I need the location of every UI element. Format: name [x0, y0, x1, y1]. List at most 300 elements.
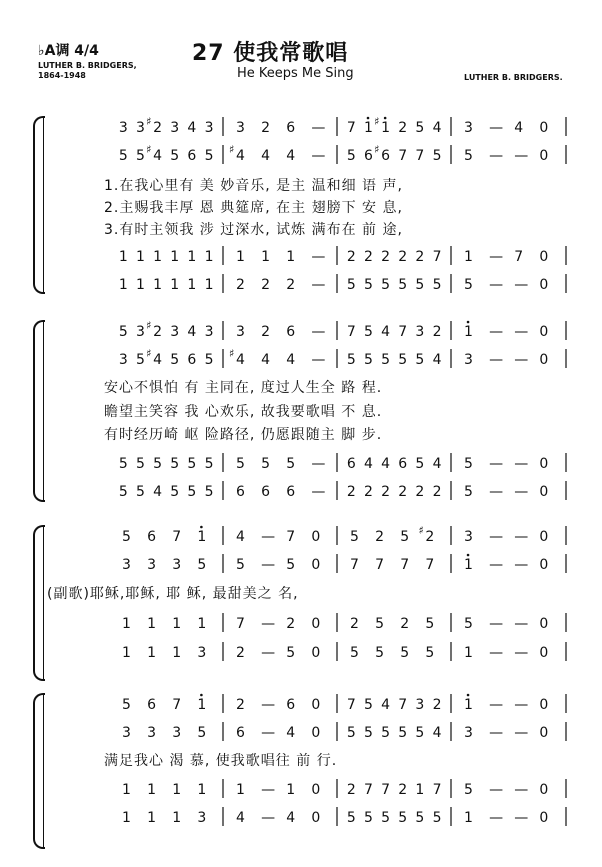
note: 5 — [118, 148, 128, 164]
note: 5 — [153, 456, 163, 472]
dash-note: — — [311, 324, 326, 340]
dash-note: — — [489, 456, 504, 472]
dash-note: — — [514, 782, 529, 798]
note: 6 — [381, 148, 391, 164]
note: 5 — [204, 352, 214, 368]
composer-left — [38, 61, 137, 81]
note: 5 — [364, 810, 373, 826]
sharp-sign: ♯ — [229, 143, 235, 156]
note: 3 — [236, 324, 245, 340]
note: 5 — [464, 616, 473, 632]
note: 1 — [170, 249, 180, 265]
note: 5 — [364, 725, 373, 741]
lyric-line: 2.主赐我丰厚 恩 典筵席, 在主 翅膀下 安 息, — [104, 200, 403, 216]
note: 5 — [375, 616, 385, 632]
note: 7 — [415, 148, 425, 164]
note: 7 — [236, 616, 245, 632]
dash-note: — — [489, 810, 504, 826]
note: 2 — [375, 529, 385, 545]
note: 1 — [286, 249, 296, 265]
music-row — [112, 721, 572, 743]
note: 2 — [381, 484, 391, 500]
note: 3 — [204, 120, 214, 136]
note: 5 — [286, 645, 296, 661]
note: 4 — [236, 529, 245, 545]
dash-note: — — [261, 557, 276, 573]
dash-note: — — [514, 324, 529, 340]
note: 5 — [187, 456, 197, 472]
note: 2 — [236, 645, 245, 661]
note: 2 — [350, 616, 359, 632]
note: 0 — [539, 529, 549, 545]
dash-note: — — [514, 810, 529, 826]
composer-left-name: LUTHER B. BRIDGERS, — [38, 61, 137, 70]
note: 5 — [346, 810, 356, 826]
note: 4 — [236, 148, 245, 164]
note: 5 — [364, 324, 373, 340]
note: 4 — [432, 352, 442, 368]
dash-note: — — [514, 529, 529, 545]
note: 1 — [464, 249, 473, 265]
note: 4 — [153, 352, 163, 368]
sharp-sign: ♯ — [146, 347, 152, 360]
dash-note: — — [311, 352, 326, 368]
system-line — [43, 693, 44, 849]
note: 7 — [514, 249, 524, 265]
music-row — [112, 480, 572, 502]
note: 5 — [464, 277, 473, 293]
note: 1 — [118, 277, 128, 293]
note: 5 — [364, 277, 373, 293]
note: 5 — [464, 484, 473, 500]
note: 4 — [286, 810, 296, 826]
note: 2 — [432, 697, 442, 713]
note: 1 — [261, 249, 271, 265]
note: 1 — [172, 616, 182, 632]
note: 1 — [415, 782, 425, 798]
note: 0 — [539, 557, 549, 573]
dash-note: — — [489, 697, 504, 713]
note: 3 — [464, 725, 473, 741]
note: 3 — [204, 324, 214, 340]
note: 1 — [118, 249, 128, 265]
note: 2 — [261, 120, 271, 136]
note: 7 — [346, 697, 356, 713]
note: 1 — [172, 782, 182, 798]
high-octave-dot — [467, 321, 470, 324]
note: 6 — [236, 484, 245, 500]
dash-note: — — [514, 277, 529, 293]
note: 2 — [346, 484, 356, 500]
sharp-sign: ♯ — [146, 143, 152, 156]
note: 5 — [204, 484, 214, 500]
note: 6 — [286, 484, 296, 500]
note: 4 — [286, 725, 296, 741]
note: 5 — [375, 645, 385, 661]
music-row — [112, 245, 572, 267]
note: 3 — [172, 725, 182, 741]
note: 5 — [136, 456, 145, 472]
note: 2 — [286, 277, 296, 293]
note: 2 — [398, 120, 408, 136]
note: 3 — [415, 697, 425, 713]
note: 0 — [539, 249, 549, 265]
note: 3 — [236, 120, 245, 136]
note: 5 — [464, 456, 473, 472]
note: 3 — [170, 120, 180, 136]
note: 2 — [261, 324, 271, 340]
dash-note: — — [489, 277, 504, 293]
note: 1 — [172, 645, 182, 661]
dash-note: — — [514, 725, 529, 741]
dash-note: — — [261, 782, 276, 798]
note: 2 — [364, 249, 373, 265]
note: 5 — [400, 529, 410, 545]
note: 0 — [311, 782, 321, 798]
note: 1 — [147, 810, 157, 826]
system-line — [43, 320, 44, 502]
lyric-line: 1.在我心里有 美 妙音乐, 是主 温和细 语 声, — [104, 178, 403, 194]
dash-note: — — [311, 120, 326, 136]
music-row — [112, 612, 572, 634]
note: 5 — [204, 456, 214, 472]
lyric-line: 有时经历崎 岖 险路径, 仍愿跟随主 脚 步. — [104, 427, 383, 443]
note: 4 — [432, 725, 442, 741]
note: 5 — [432, 277, 442, 293]
note: 1 — [236, 782, 245, 798]
note: 7 — [398, 697, 408, 713]
dash-note: — — [514, 645, 529, 661]
system-line — [43, 525, 44, 681]
sharp-sign: ♯ — [418, 524, 424, 537]
note: 0 — [539, 782, 549, 798]
note: 2 — [346, 249, 356, 265]
dash-note: — — [311, 277, 326, 293]
high-octave-dot — [200, 526, 203, 529]
note: 5 — [415, 456, 425, 472]
music-row — [112, 320, 572, 342]
dash-note: — — [489, 782, 504, 798]
lyric-line: 瞻望主笑容 我 心欢乐, 故我要歌唱 不 息. — [104, 404, 383, 420]
music-row — [112, 116, 572, 138]
dash-note: — — [261, 616, 276, 632]
note: 1 — [464, 697, 473, 713]
note: 6 — [187, 148, 197, 164]
dash-note: — — [489, 148, 504, 164]
note: 3 — [464, 529, 473, 545]
music-row — [112, 553, 572, 575]
note: 5 — [118, 484, 128, 500]
note: 5 — [398, 810, 408, 826]
note: 1 — [464, 557, 473, 573]
note: 5 — [346, 352, 356, 368]
note: 6 — [286, 697, 296, 713]
note: 5 — [346, 725, 356, 741]
note: 2 — [398, 484, 408, 500]
composer-right: LUTHER B. BRIDGERS. — [464, 73, 563, 82]
note: 5 — [432, 148, 442, 164]
note: 3 — [170, 324, 180, 340]
high-octave-dot — [367, 117, 370, 120]
note: 7 — [425, 557, 435, 573]
music-row — [112, 525, 572, 547]
note: 3 — [136, 120, 145, 136]
note: 1 — [136, 249, 145, 265]
note: 5 — [136, 484, 145, 500]
music-row — [112, 144, 572, 166]
note: 5 — [236, 456, 245, 472]
note: 5 — [261, 456, 271, 472]
dash-note: — — [514, 148, 529, 164]
note: 5 — [118, 456, 128, 472]
high-octave-dot — [200, 694, 203, 697]
note: 4 — [187, 324, 197, 340]
music-row — [112, 452, 572, 474]
note: 2 — [364, 484, 373, 500]
note: 1 — [464, 645, 473, 661]
note: 3 — [118, 120, 128, 136]
note: 1 — [197, 782, 207, 798]
note: 1 — [236, 249, 245, 265]
note: 3 — [122, 725, 131, 741]
note: 1 — [187, 277, 197, 293]
note: 1 — [153, 277, 163, 293]
dash-note: — — [489, 616, 504, 632]
note: 0 — [539, 352, 549, 368]
note: 0 — [539, 616, 549, 632]
note: 5 — [346, 148, 356, 164]
note: 0 — [311, 557, 321, 573]
note: 3 — [464, 352, 473, 368]
note: 6 — [147, 697, 157, 713]
note: 7 — [398, 148, 408, 164]
note: 5 — [415, 725, 425, 741]
note: 0 — [539, 484, 549, 500]
note: 1 — [122, 810, 131, 826]
note: 5 — [350, 529, 359, 545]
note: 5 — [432, 810, 442, 826]
note: 7 — [350, 557, 359, 573]
note: 6 — [261, 484, 271, 500]
note: 0 — [539, 456, 549, 472]
dash-note: — — [514, 616, 529, 632]
note: 5 — [197, 725, 207, 741]
note: 3 — [464, 120, 473, 136]
note: 0 — [539, 277, 549, 293]
note: 2 — [432, 324, 442, 340]
note: 4 — [236, 810, 245, 826]
high-octave-dot — [467, 554, 470, 557]
music-row — [112, 641, 572, 663]
note: 5 — [350, 645, 359, 661]
dash-note: — — [489, 120, 504, 136]
note: 1 — [364, 120, 373, 136]
composer-left-years: 1864-1948 — [38, 71, 86, 80]
note: 3 — [122, 557, 131, 573]
dash-note: — — [311, 484, 326, 500]
note: 6 — [364, 148, 373, 164]
note: 4 — [261, 352, 271, 368]
note: 5 — [415, 352, 425, 368]
note: 1 — [147, 782, 157, 798]
note: 1 — [197, 616, 207, 632]
note: 4 — [432, 456, 442, 472]
note: 5 — [170, 484, 180, 500]
dash-note: — — [489, 557, 504, 573]
dash-note: — — [261, 697, 276, 713]
note: 5 — [381, 810, 391, 826]
note: 1 — [147, 616, 157, 632]
sharp-sign: ♯ — [374, 115, 380, 128]
note: 5 — [197, 557, 207, 573]
note: 5 — [286, 456, 296, 472]
note: 2 — [432, 484, 442, 500]
high-octave-dot — [467, 694, 470, 697]
dash-note: — — [489, 249, 504, 265]
lyric-line: 3.有时主领我 涉 过深水, 试炼 满布在 前 途, — [104, 222, 403, 238]
note: 3 — [118, 352, 128, 368]
note: 0 — [539, 324, 549, 340]
dash-note: — — [489, 484, 504, 500]
note: 0 — [311, 645, 321, 661]
note: 1 — [170, 277, 180, 293]
note: 1 — [464, 810, 473, 826]
note: 5 — [170, 352, 180, 368]
note: 2 — [261, 277, 271, 293]
note: 4 — [381, 697, 391, 713]
music-row — [112, 348, 572, 370]
dash-note: — — [514, 557, 529, 573]
note: 2 — [415, 249, 425, 265]
note: 6 — [398, 456, 408, 472]
note: 4 — [261, 148, 271, 164]
note: 2 — [286, 616, 296, 632]
dash-note: — — [514, 456, 529, 472]
note: 4 — [286, 352, 296, 368]
note: 3 — [415, 324, 425, 340]
note: 7 — [364, 782, 373, 798]
note: 5 — [400, 645, 410, 661]
note: 2 — [236, 277, 245, 293]
note: 4 — [514, 120, 524, 136]
note: 3 — [147, 557, 157, 573]
note: 7 — [172, 697, 182, 713]
note: 5 — [286, 557, 296, 573]
note: 1 — [172, 810, 182, 826]
note: 7 — [432, 249, 442, 265]
music-row — [112, 778, 572, 800]
note: 1 — [204, 249, 214, 265]
note: 7 — [346, 120, 356, 136]
note: 2 — [398, 782, 408, 798]
note: 7 — [172, 529, 182, 545]
note: 5 — [346, 277, 356, 293]
note: 1 — [197, 697, 207, 713]
note: 2 — [381, 249, 391, 265]
note: 6 — [147, 529, 157, 545]
note: 4 — [286, 148, 296, 164]
dash-note: — — [489, 352, 504, 368]
note: 1 — [122, 782, 131, 798]
dash-note: — — [311, 249, 326, 265]
note: 2 — [415, 484, 425, 500]
note: 5 — [398, 725, 408, 741]
dash-note: — — [311, 456, 326, 472]
note: 4 — [187, 120, 197, 136]
dash-note: — — [261, 529, 276, 545]
note: 7 — [432, 782, 442, 798]
dash-note: — — [261, 725, 276, 741]
note: 5 — [204, 148, 214, 164]
note: 6 — [346, 456, 356, 472]
note: 0 — [539, 120, 549, 136]
note: 0 — [539, 725, 549, 741]
note: 6 — [187, 352, 197, 368]
note: 1 — [286, 782, 296, 798]
dash-note: — — [514, 697, 529, 713]
note: 0 — [311, 810, 321, 826]
note: 0 — [539, 810, 549, 826]
note: 4 — [153, 484, 163, 500]
note: 1 — [122, 616, 131, 632]
system-line — [43, 116, 44, 294]
music-row — [112, 806, 572, 828]
page-title: 27 使我常歌唱 — [192, 41, 349, 66]
note: 1 — [153, 249, 163, 265]
note: 5 — [122, 697, 131, 713]
note: 3 — [172, 557, 182, 573]
note: 6 — [286, 120, 296, 136]
note: 5 — [118, 324, 128, 340]
note: 5 — [170, 456, 180, 472]
note: 1 — [122, 645, 131, 661]
note: 6 — [236, 725, 245, 741]
note: 3 — [197, 645, 207, 661]
note: 5 — [415, 120, 425, 136]
note: 5 — [364, 352, 373, 368]
note: 5 — [464, 782, 473, 798]
note: 1 — [147, 645, 157, 661]
lyric-line: 安心不惧怕 有 主同在, 度过人生全 路 程. — [104, 380, 383, 396]
high-octave-dot — [384, 117, 387, 120]
note: 5 — [187, 484, 197, 500]
note: 0 — [539, 645, 549, 661]
dash-note: — — [514, 484, 529, 500]
note: 2 — [400, 616, 410, 632]
note: 5 — [415, 277, 425, 293]
note: 4 — [381, 456, 391, 472]
sharp-sign: ♯ — [374, 143, 380, 156]
note: 4 — [381, 324, 391, 340]
note: 5 — [398, 277, 408, 293]
note: 1 — [136, 277, 145, 293]
note: 5 — [464, 148, 473, 164]
note: 3 — [136, 324, 145, 340]
note: 0 — [311, 697, 321, 713]
note: 5 — [236, 557, 245, 573]
note: 7 — [375, 557, 385, 573]
note: 5 — [170, 148, 180, 164]
lyric-line: 满足我心 渴 慕, 使我歌唱往 前 行. — [104, 753, 338, 769]
note: 1 — [197, 529, 207, 545]
note: 5 — [398, 352, 408, 368]
note: 7 — [346, 324, 356, 340]
dash-note: — — [261, 645, 276, 661]
lyric-line: (副歌)耶稣,耶稣, 耶 稣, 最甜美之 名, — [47, 586, 299, 602]
note: 0 — [311, 616, 321, 632]
note: 2 — [425, 529, 435, 545]
sharp-sign: ♯ — [146, 319, 152, 332]
